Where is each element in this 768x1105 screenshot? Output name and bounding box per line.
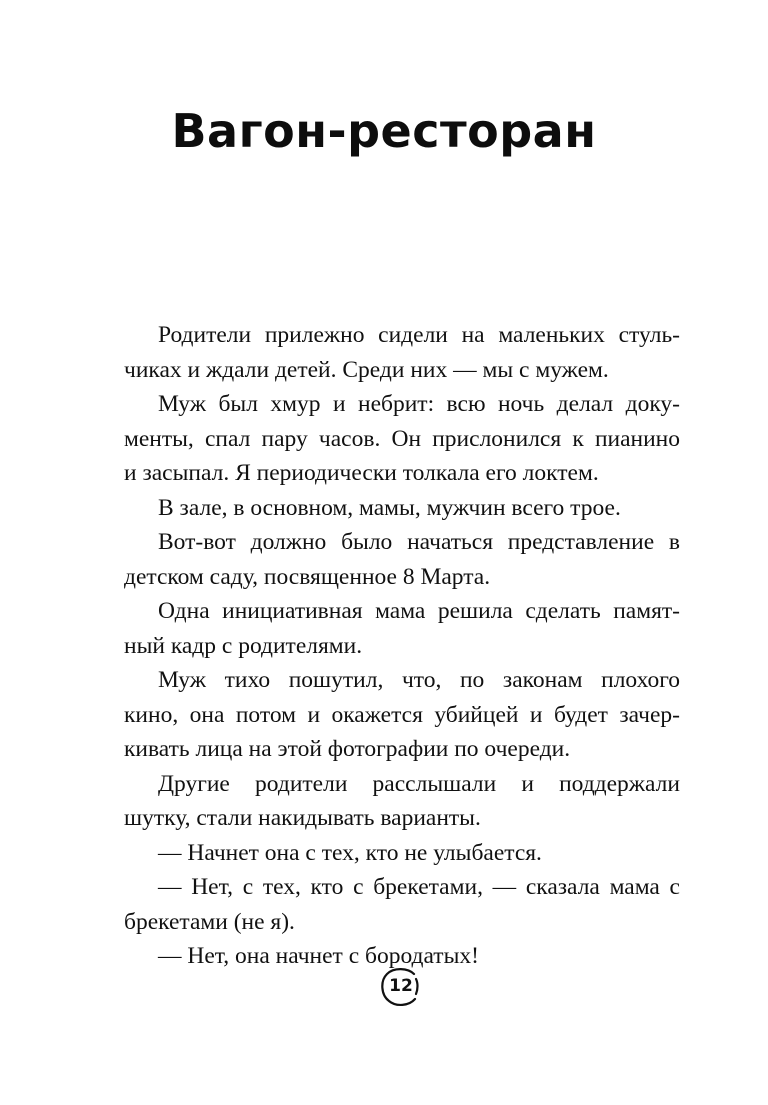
text-line: — Нет, она начнет с бородатых! <box>158 943 479 969</box>
body-text <box>124 318 680 974</box>
text-line: Муж был хмур и небрит: всю ночь делал доку- <box>158 391 680 417</box>
paragraph <box>124 491 680 526</box>
text-line: и засыпал. Я периодически толкала его локтем. <box>124 460 599 486</box>
text-line: детском саду, посвященное 8 Марта. <box>124 563 491 590</box>
text-line: Муж тихо пошутил, что, по законам плохого <box>158 667 680 693</box>
text-line: В зале, в основном, мамы, мужчин всего трое. <box>158 494 621 521</box>
text-line: Родители прилежно сидели на маленьких стуль- <box>158 322 680 348</box>
text-line: — Нет, с тех, кто с брекетами, — сказала мама с <box>158 874 680 900</box>
paragraph <box>124 836 680 871</box>
text-line: чиках и ждали детей. Среди них — мы с мужем. <box>124 356 609 383</box>
text-line: Другие родители расслышали и поддержали <box>158 770 680 797</box>
text-line: кивать лица на этой фотографии по очереди. <box>124 736 571 762</box>
paragraph <box>124 525 680 594</box>
paragraph <box>124 318 680 387</box>
text-line: Вот-вот должно было начаться представление в <box>158 529 680 555</box>
text-line: Одна инициативная мама решила сделать памят- <box>158 598 680 624</box>
paragraph <box>124 387 680 491</box>
page-number: 12 <box>389 976 413 996</box>
paragraph <box>124 663 680 767</box>
text-line: ный кадр с родителями. <box>124 632 363 659</box>
page-number-badge <box>379 966 423 1008</box>
paragraph <box>124 767 680 836</box>
chapter-title: Вагон-ресторан <box>171 104 597 158</box>
paragraph <box>124 594 680 663</box>
text-line: шутку, стали накидывать варианты. <box>124 805 481 831</box>
text-line: менты, спал пару часов. Он прислонился к пианино <box>124 425 680 452</box>
text-line: кино, она потом и окажется убийцей и будет зачер- <box>124 701 680 728</box>
text-line: — Начнет она с тех, кто не улыбается. <box>158 839 542 866</box>
text-line: брекетами (не я). <box>124 908 295 935</box>
paragraph <box>124 870 680 939</box>
